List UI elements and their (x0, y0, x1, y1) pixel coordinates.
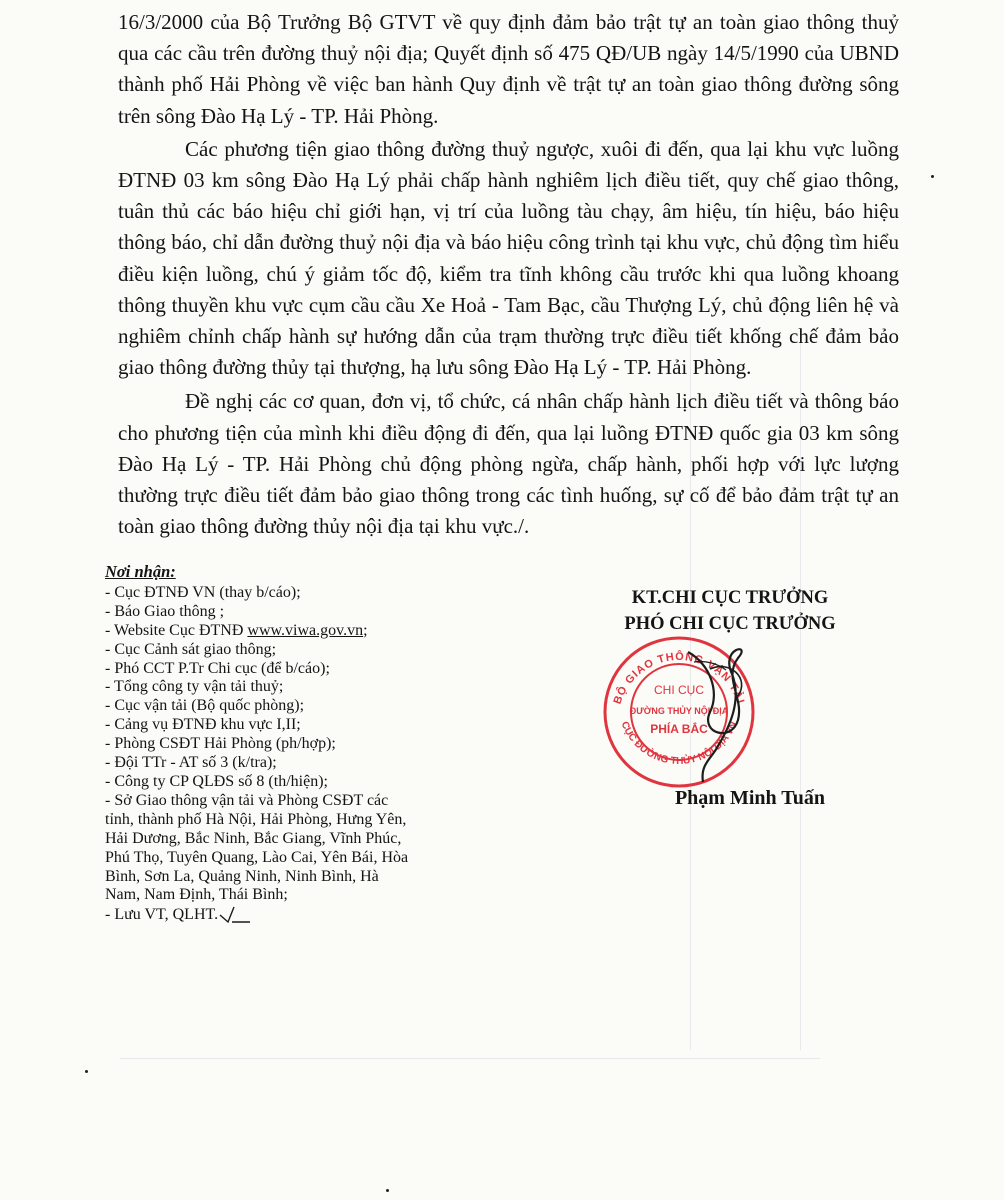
scan-dot (931, 175, 934, 178)
website-prefix: - Website Cục ĐTNĐ (105, 621, 248, 639)
signer-title-block (590, 585, 870, 637)
recipient-item: - Cục vận tải (Bộ quốc phòng); (105, 697, 305, 715)
signer-name: Phạm Minh Tuấn (674, 787, 826, 809)
recipient-last-text: - Lưu VT, QLHT. (105, 906, 219, 924)
recipient-item: - Phòng CSĐT Hải Phòng (ph/hợp); (105, 735, 336, 753)
scan-dot (85, 1070, 88, 1073)
bleed-line (120, 1058, 820, 1059)
recipient-item: - Tổng công ty vận tải thuỷ; (105, 678, 284, 696)
scan-dot (386, 1189, 389, 1192)
body-paragraph-2: Các phương tiện giao thông đường thuỷ ngược, xuôi đi đến, qua lại khu vực luồng ĐTNĐ 03 km sông Đào Hạ Lý phải chấp hành nghiêm lịch điều tiết, quy chế giao thông, tuân thủ các báo hiệu chỉ giới hạn, vị trí của luồng tàu chạy, âm hiệu, tín hiệu, báo hiệu thông báo, chỉ dẫn đường thuỷ nội địa và báo hiệu công trình tại khu vực, chủ động tìm hiểu điều kiện luồng, chú ý giảm tốc độ, kiểm tra tĩnh không cầu trước khi qua luồng khoang thông thuyền khu vực cụm cầu cầu Xe Hoả - Tam Bạc, cầu Thượng Lý, chủ động liên hệ và nghiêm chỉnh chấp hành sự hướng dẫn của trạm thường trực điều tiết khống chế đảm bảo giao thông đường thủy tại thượng, hạ lưu sông Đào Hạ Lý - TP. Hải Phòng. (118, 136, 899, 380)
body-paragraph-1: 16/3/2000 của Bộ Trưởng Bộ GTVT về quy định đảm bảo trật tự an toàn giao thông thuỷ qua các cầu trên đường thuỷ nội địa; Quyết định số 475 QĐ/UB ngày 14/5/1990 của UBND thành phố Hải Phòng về việc ban hành Quy định về trật tự an toàn giao thông đường sông trên sông Đào Hạ Lý - TP. Hải Phòng. (118, 10, 899, 128)
svg-text:BỘ GIAO THÔNG VẬN TẢI: BỘ GIAO THÔNG VẬN TẢI (611, 650, 747, 706)
signer-title-1: KT.CHI CỤC TRƯỞNG (631, 588, 829, 608)
svg-text:PHÍA BẮC: PHÍA BẮC (650, 722, 708, 736)
website-link[interactable]: www.viwa.gov.vn (247, 621, 364, 639)
initials-icon (218, 905, 252, 925)
recipient-item: - Đội TTr - AT số 3 (k/tra); (105, 754, 277, 772)
signer-title-2: PHÓ CHI CỤC TRƯỞNG (624, 614, 836, 634)
website-suffix: ; (363, 621, 368, 639)
recipient-item: - Phó CCT P.Tr Chi cục (để b/cáo); (105, 659, 330, 677)
recipient-item: - Cục ĐTNĐ VN (thay b/cáo); (105, 583, 301, 601)
recipients-list (105, 584, 415, 925)
recipient-item-last (105, 905, 415, 925)
svg-text:CHI CỤC: CHI CỤC (654, 683, 704, 697)
svg-text:CỤC ĐƯỜNG THỦY NỘI ĐỊA VN: CỤC ĐƯỜNG THỦY NỘI ĐỊA VN (618, 720, 740, 768)
recipient-item: - Công ty CP QLĐS số 8 (th/hiện); (105, 772, 328, 790)
body-text (118, 0, 899, 542)
svg-text:ĐƯỜNG THỦY NỘI ĐỊA: ĐƯỜNG THỦY NỘI ĐỊA (629, 706, 729, 716)
body-paragraph-3: Đề nghị các cơ quan, đơn vị, tổ chức, cá nhân chấp hành lịch điều tiết và thông báo cho phương tiện của mình khi điều động đi đến, qua lại luồng ĐTNĐ quốc gia 03 km sông Đào Hạ Lý - TP. Hải Phòng chủ động phòng ngừa, chấp hành, phối hợp với lực lượng thường trực điều tiết đảm bảo giao thông trong các tình huống, sự cố để bảo đảm trật tự an toàn giao thông đường thủy nội địa tại khu vực./. (118, 389, 899, 539)
recipient-item: - Báo Giao thông ; (105, 602, 225, 620)
recipient-item: - Cảng vụ ĐTNĐ khu vực I,II; (105, 716, 301, 734)
official-stamp-icon (592, 634, 772, 792)
recipient-item: - Cục Cảnh sát giao thông; (105, 640, 277, 658)
recipient-item: - Sở Giao thông vận tải và Phòng CSĐT các tỉnh, thành phố Hà Nội, Hải Phòng, Hưng Yên, Hải Dương, Bắc Ninh, Bắc Giang, Vĩnh Phúc, Phú Thọ, Tuyên Quang, Lào Cai, Yên Bái, Hòa Bình, Sơn La, Quảng Ninh, Ninh Bình, Hà Nam, Nam Định, Thái Bình; (105, 791, 409, 904)
recipients-title: Nơi nhận: (105, 562, 176, 581)
recipients-block (105, 563, 415, 925)
recipient-item-website (105, 622, 415, 641)
